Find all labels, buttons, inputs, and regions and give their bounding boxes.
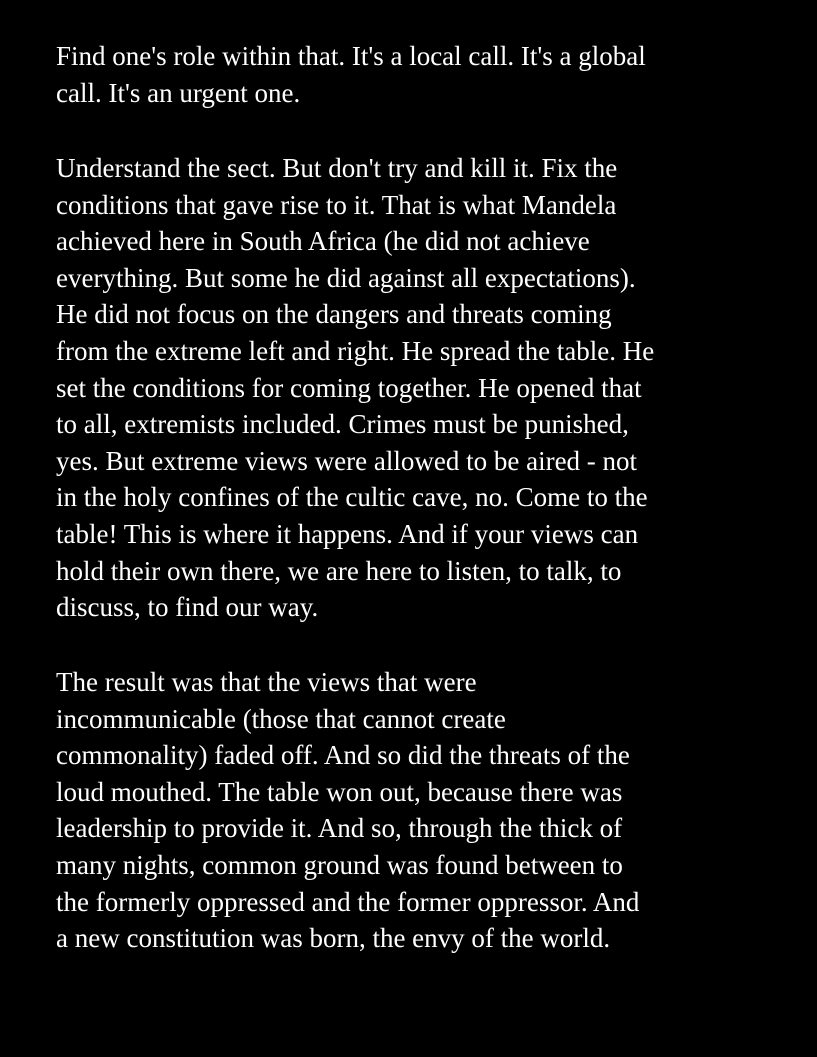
text-line: achieved here in South Africa (he did not achieve [56, 226, 590, 257]
text-line: loud mouthed. The table won out, because there was [56, 776, 623, 807]
text-line: Understand the sect. But don't try and kill it. Fix the [56, 153, 618, 183]
text-line: call. It's an urgent one. [56, 77, 301, 108]
text-line: everything. But some he did against all expectations). [56, 262, 636, 293]
paragraph-2 [56, 150, 796, 626]
text-line: the formerly oppressed and the former oppressor. And [56, 886, 640, 917]
text-line: hold their own there, we are here to listen, to talk, to [56, 555, 622, 586]
paragraph-3 [56, 664, 796, 957]
text-line: to all, extremists included. Crimes must be punished, [56, 409, 629, 440]
text-line: in the holy confines of the cultic cave, no. Come to the [56, 482, 648, 513]
text-line: Find one's role within that. It's a local call. It's a global [56, 41, 646, 71]
text-line: The result was that the views that were [56, 667, 477, 697]
text-line: conditions that gave rise to it. That is what Mandela [56, 189, 617, 220]
text-line: from the extreme left and right. He spread the table. He [56, 335, 655, 366]
text-line: many nights, common ground was found between to [56, 849, 623, 880]
text-line: yes. But extreme views were allowed to be aired - not [56, 445, 638, 476]
text-line: table! This is where it happens. And if your views can [56, 518, 639, 549]
text-line: a new constitution was born, the envy of the world. [56, 923, 611, 954]
text-line: commonality) faded off. And so did the threats of the [56, 740, 630, 771]
paragraph-1 [56, 38, 796, 111]
text-line: incommunicable (those that cannot create [56, 703, 506, 734]
text-line: leadership to provide it. And so, through the thick of [56, 813, 623, 844]
text-line: discuss, to find our way. [56, 592, 319, 623]
text-line: He did not focus on the dangers and threats coming [56, 299, 612, 330]
text-line: set the conditions for coming together. He opened that [56, 372, 642, 403]
